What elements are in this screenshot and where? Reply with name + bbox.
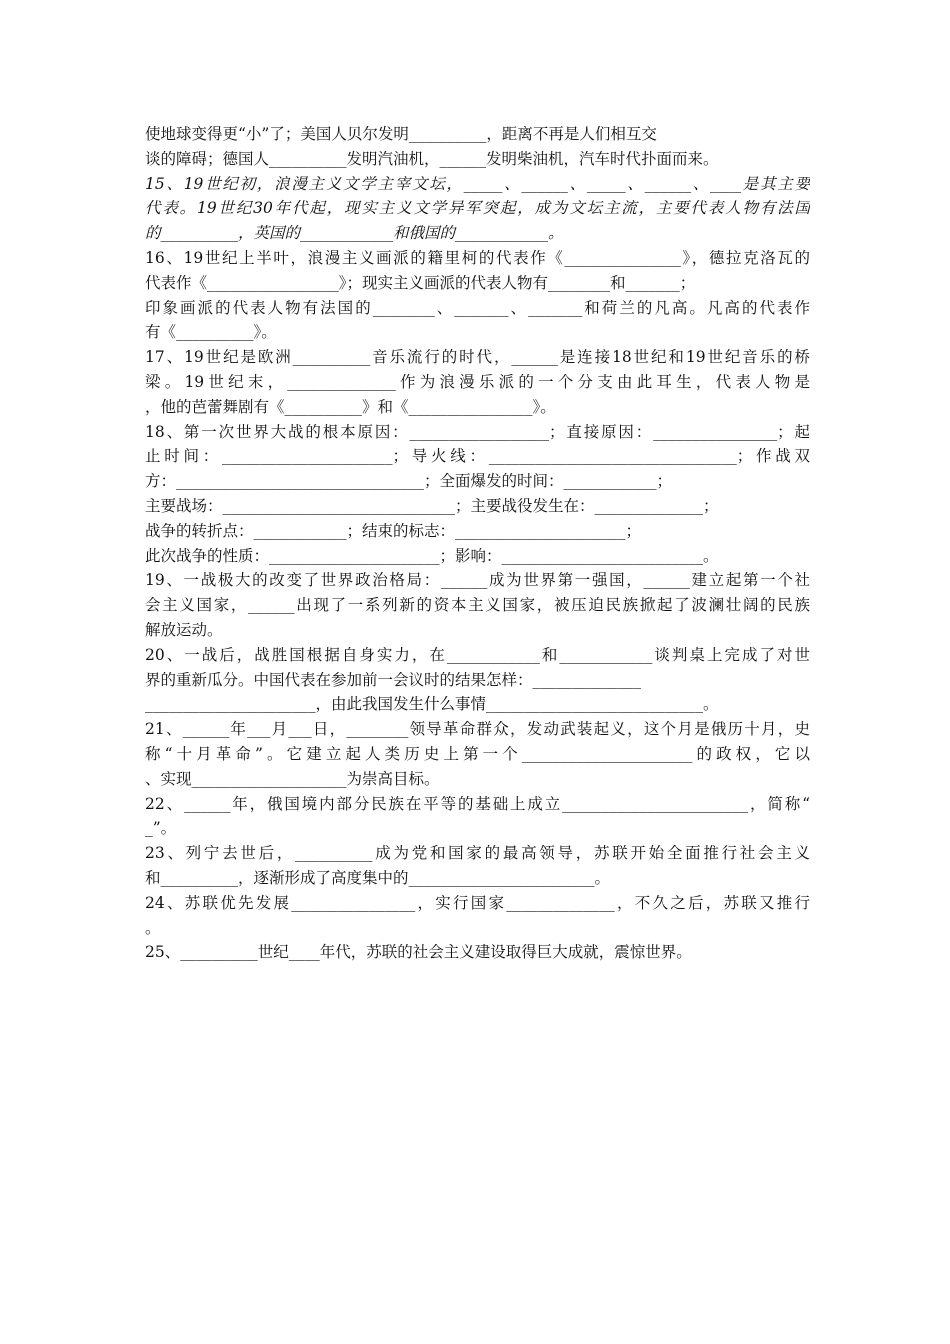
text-line: _”。	[145, 819, 177, 838]
text-line: 有《__________》。	[145, 323, 277, 342]
text-line: 代表。19世纪30年代起，现实主义文学异军突起，成为文坛主流，主要代表人物有法国	[145, 199, 810, 218]
text-line: 24、苏联优先发展________________，实行国家______________，不久之后，苏联又推行	[145, 893, 810, 912]
text-line: 使地球变得更“小”了；美国人贝尔发明__________，距离不再是人们相互交	[145, 125, 657, 143]
text-line: 25、__________世纪____年代，苏联的社会主义建设取得巨大成就，震惊世界。	[145, 943, 692, 962]
text-line: 19、一战极大的改变了世界政治格局：______成为世界第一强国，______建立起第一个社	[145, 571, 810, 590]
text-line: 代表作《_________________》；现实主义画派的代表人物有________和_______；	[145, 273, 696, 292]
text-line: 界的重新瓜分。中国代表在参加前一会议时的结果怎样：______________	[145, 670, 642, 689]
text-line: 。	[145, 918, 161, 937]
text-line: 和__________，逐渐形成了高度集中的________________________。	[145, 868, 611, 887]
text-line: 16、19世纪上半叶，浪漫主义画派的籍里柯的代表作《_______________》，德拉克洛瓦的	[145, 248, 810, 267]
text-line: ，他的芭蕾舞剧有《__________》和《________________》。	[145, 397, 556, 416]
text-line: 战争的转折点：____________；结束的标志：______________________；	[145, 521, 642, 540]
text-line: 15、19世纪初，浪漫主义文学主宰文坛，_____、______、_____、______、____是其主要	[145, 174, 810, 193]
text-line: 18、第一次世界大战的根本原因：__________________；直接原因：________________；起	[145, 422, 810, 441]
text-line: 此次战争的性质：______________________；影响：__________________________。	[145, 546, 719, 565]
text-line: 21、______年___月___日，________领导革命群众，发动武装起义，这个月是俄历十月，史	[145, 720, 810, 739]
text-line: 称“十月革命”。它建立起人类历史上第一个______________________的政权，它以	[145, 744, 810, 763]
text-line: 解放运动。	[145, 620, 223, 639]
text-line: 方：________________________________；全面爆发的时间：____________；	[145, 472, 673, 491]
text-line: 17、19世纪是欧洲__________音乐流行的时代，______是连接18世纪和19世纪音乐的桥	[145, 348, 810, 367]
text-line: 、实现____________________为崇高目标。	[145, 769, 440, 788]
text-line: 20、一战后，战胜国根据自身实力，在____________和____________谈判桌上完成了对世	[145, 645, 810, 664]
text-line: 梁。19世纪末，______________作为浪漫乐派的一个分支由此耳生，代表人物是	[145, 372, 810, 391]
text-line: 止时间：______________________；导火线：________________________________；作战双	[145, 447, 810, 466]
text-line: 23、列宁去世后，__________成为党和国家的最高领导，苏联开始全面推行社会主义	[145, 844, 810, 863]
text-line: 会主义国家，______出现了一系列新的资本主义国家，被压迫民族掀起了波澜壮阔的民族	[145, 596, 810, 615]
text-line: 印象画派的代表人物有法国的________、_______、_______和荷兰的凡高。凡高的代表作	[145, 298, 810, 317]
text-line: 22、______年，俄国境内部分民族在平等的基础上成立________________________，简称“	[145, 794, 810, 813]
worksheet-body	[145, 122, 810, 965]
text-line: ______________________，由此我国发生什么事情____________________________。	[145, 695, 719, 714]
text-line: 的__________，英国的____________和俄国的____________。	[145, 224, 564, 243]
text-line: 主要战场：______________________________；主要战役发生在：______________；	[145, 496, 719, 515]
text-line: 谈的障碍；德国人__________发明汽油机，______发明柴油机，汽车时代扑面而来。	[145, 149, 719, 168]
